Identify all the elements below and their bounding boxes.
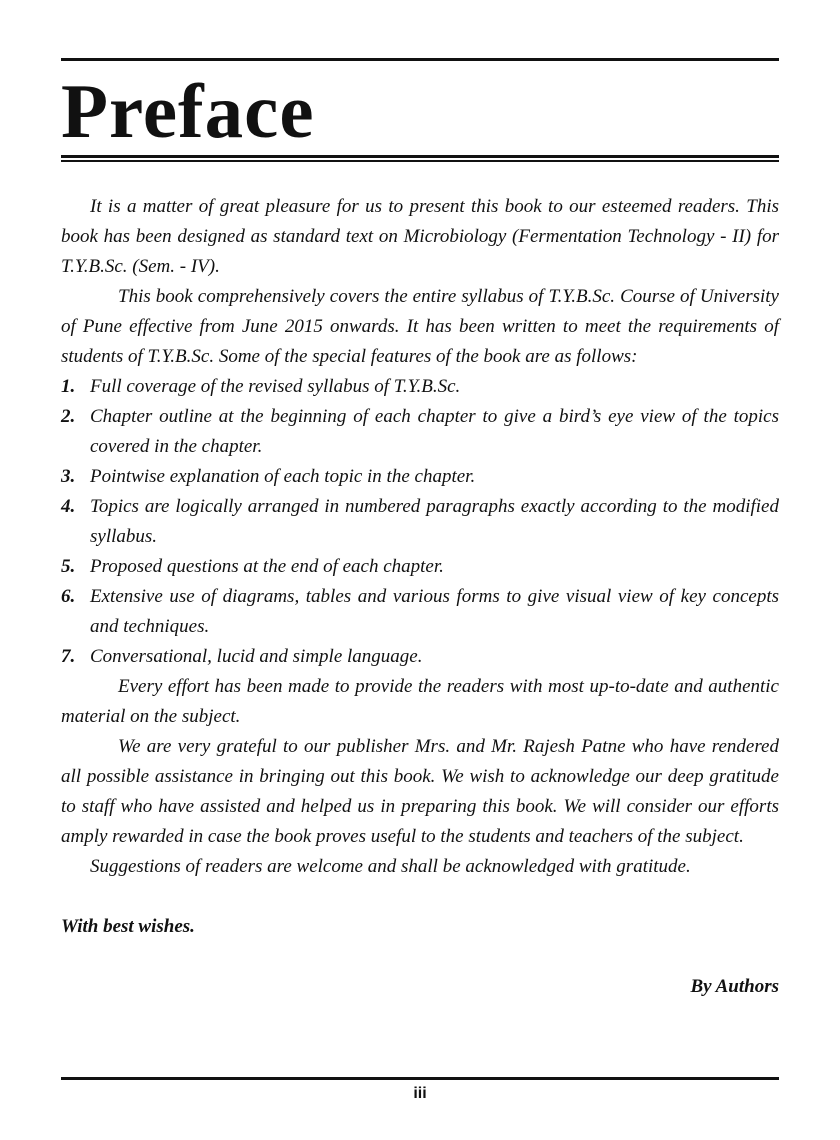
page-number: iii bbox=[413, 1085, 427, 1102]
list-item bbox=[61, 492, 779, 552]
list-item-text: Full coverage of the revised syllabus of T.Y.B.Sc. bbox=[90, 376, 461, 397]
list-item-text: Chapter outline at the beginning of each chapter to give a bird’s eye view of the topics covered in the chapter. bbox=[90, 406, 779, 457]
list-item-number: 5. bbox=[61, 556, 76, 577]
list-item bbox=[61, 372, 779, 402]
list-item bbox=[61, 402, 779, 462]
paragraph-effort: Every effort has been made to provide the readers with most up-to-date and authentic material on the subject. bbox=[61, 676, 779, 727]
list-item-number: 7. bbox=[61, 646, 76, 667]
page-title: Preface bbox=[61, 68, 315, 154]
closing-wishes: With best wishes. bbox=[61, 916, 195, 937]
bottom-rule bbox=[61, 1077, 779, 1080]
list-item-number: 6. bbox=[61, 586, 76, 607]
list-item-text: Topics are logically arranged in numbered paragraphs exactly according to the modified syllabus. bbox=[90, 496, 779, 547]
list-item bbox=[61, 642, 779, 672]
paragraph-syllabus: This book comprehensively covers the entire syllabus of T.Y.B.Sc. Course of University of Pune effective from June 2015 onwards. It has been written to meet the requirements of students of T.Y.B.Sc. Some of the special features of the book are as follows: bbox=[61, 286, 779, 367]
list-item-text: Extensive use of diagrams, tables and various forms to give visual view of key concepts and techniques. bbox=[90, 586, 779, 637]
top-rule bbox=[61, 58, 779, 61]
list-item-number: 4. bbox=[61, 496, 76, 517]
list-item bbox=[61, 462, 779, 492]
title-rule-upper bbox=[61, 155, 779, 158]
paragraph-suggestions: Suggestions of readers are welcome and shall be acknowledged with gratitude. bbox=[90, 856, 691, 877]
list-item bbox=[61, 552, 779, 582]
list-item-text: Conversational, lucid and simple language. bbox=[90, 646, 423, 667]
title-rule-lower bbox=[61, 160, 779, 162]
list-item-number: 2. bbox=[61, 406, 76, 427]
list-item-text: Proposed questions at the end of each chapter. bbox=[90, 556, 444, 577]
paragraph-intro: It is a matter of great pleasure for us to present this book to our esteemed readers. This book has been designed as standard text on Microbiology (Fermentation Technology - II) for T.Y.B.Sc. (Sem. - IV). bbox=[61, 196, 779, 277]
list-item-number: 1. bbox=[61, 376, 76, 397]
list-item-text: Pointwise explanation of each topic in the chapter. bbox=[90, 466, 476, 487]
paragraph-gratitude: We are very grateful to our publisher Mrs. and Mr. Rajesh Patne who have rendered all possible assistance in bringing out this book. We wish to acknowledge our deep gratitude to staff who have assisted and helped us in preparing this book. We will consider our efforts amply rewarded in case the book proves useful to the students and teachers of the subject. bbox=[61, 736, 779, 847]
preface-page bbox=[61, 0, 779, 1140]
list-item-number: 3. bbox=[61, 466, 76, 487]
preface-body bbox=[61, 192, 779, 1002]
features-list bbox=[61, 372, 779, 672]
signature: By Authors bbox=[690, 976, 779, 997]
list-item bbox=[61, 582, 779, 642]
